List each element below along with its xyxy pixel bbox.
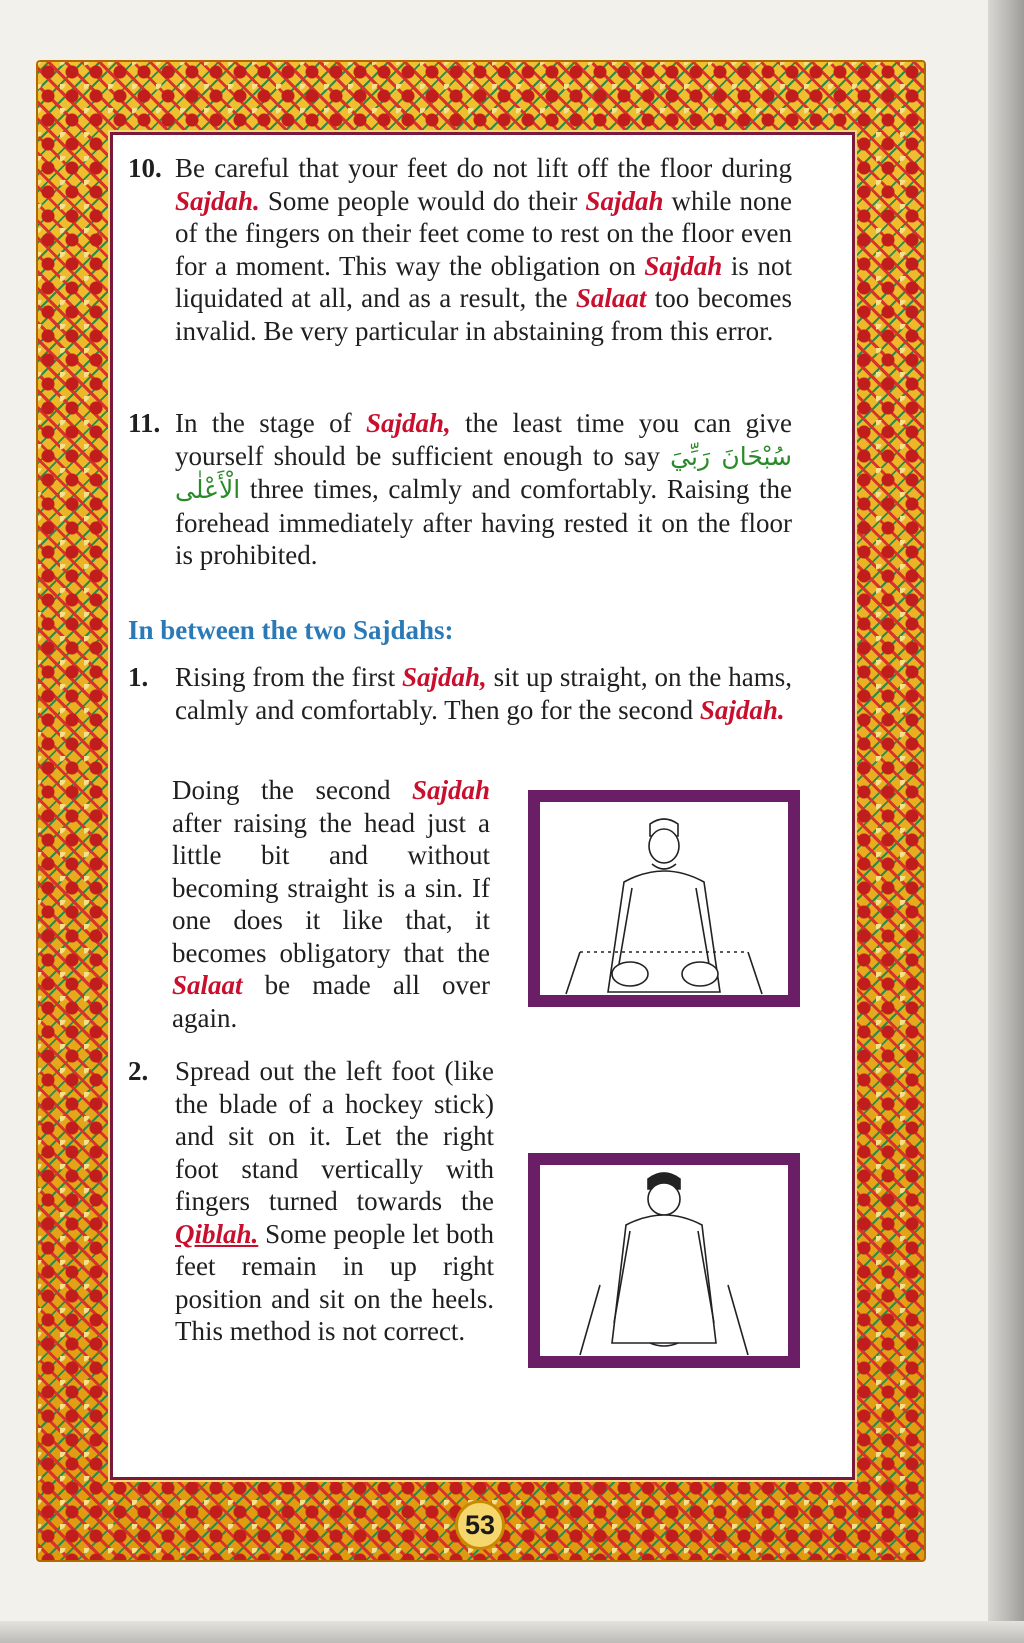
list-item-step-1 [128,661,792,726]
page-number: 53 [464,1509,496,1540]
page-number-badge [455,1500,505,1550]
emphasis-term: Sajdah [411,775,490,805]
emphasis-term: Qiblah. [175,1218,259,1249]
list-item-step-2 [128,1055,494,1348]
illustration-sitting-back [528,1153,800,1368]
sitting-back-figure-drawing [540,1165,788,1356]
item-11-text: In the stage of Sajdah, the least time you can give yourself should be sufficient enough to say سُبْحَانَ رَبِّيَ الْأَعْلٰى three times, calmly and comfortably. Raising the forehead immediately after having rested it on the floor is prohibited. [175,408,793,570]
item-number: 2. [128,1056,149,1086]
step-1-text: Rising from the first Sajdah, sit up straight, on the hams, calmly and comfortably. Then go for the second Sajdah. [175,662,792,725]
sitting-figure-drawing [540,802,788,995]
emphasis-term: Sajdah, [401,662,487,692]
arabic-phrase: سُبْحَانَ رَبِّيَ الْأَعْلٰى [175,441,793,504]
item-number: 11. [128,408,161,438]
emphasis-term: Sajdah. [175,185,260,216]
emphasis-term: Sajdah [585,185,664,216]
item-number: 10. [128,153,162,183]
item-10-text: Be careful that your feet do not lift off the floor during Sajdah. Some people would do their Sajdah while none of the fingers on their feet come to rest on the floor even for a moment. This way the obligation on Sajdah is not liquidated at all, and as a result, the Salaat too becomes invalid. Be very particular in abstaining from this error. [175,153,792,346]
emphasis-term: Salaat [575,283,647,313]
list-item-10 [128,152,792,347]
section-heading: In between the two Sajdahs: [128,615,454,645]
emphasis-term: Sajdah, [365,408,451,438]
emphasis-term: Sajdah [644,250,723,281]
page-bottom-edge [0,1621,1024,1643]
item-number: 1. [128,662,149,692]
step-2-text: Spread out the left foot (like the blade of a hockey stick) and sit on it. Let the right foot stand vertically with fingers turned towards the Qiblah. Some people let both feet remain in up right position and sit on the heels. This method is not correct. [175,1056,494,1346]
page-edge [988,0,1024,1643]
illustration-sitting-front [528,790,800,1007]
list-item-11 [128,407,792,572]
emphasis-term: Salaat [172,970,243,1000]
emphasis-term: Sajdah. [699,694,785,725]
step-1-note: Doing the second Sajdah after raising the head just a little bit and without becoming straight is a sin. If one does it like that, it becomes obligatory that the Salaat be made all over again. [172,775,490,1033]
